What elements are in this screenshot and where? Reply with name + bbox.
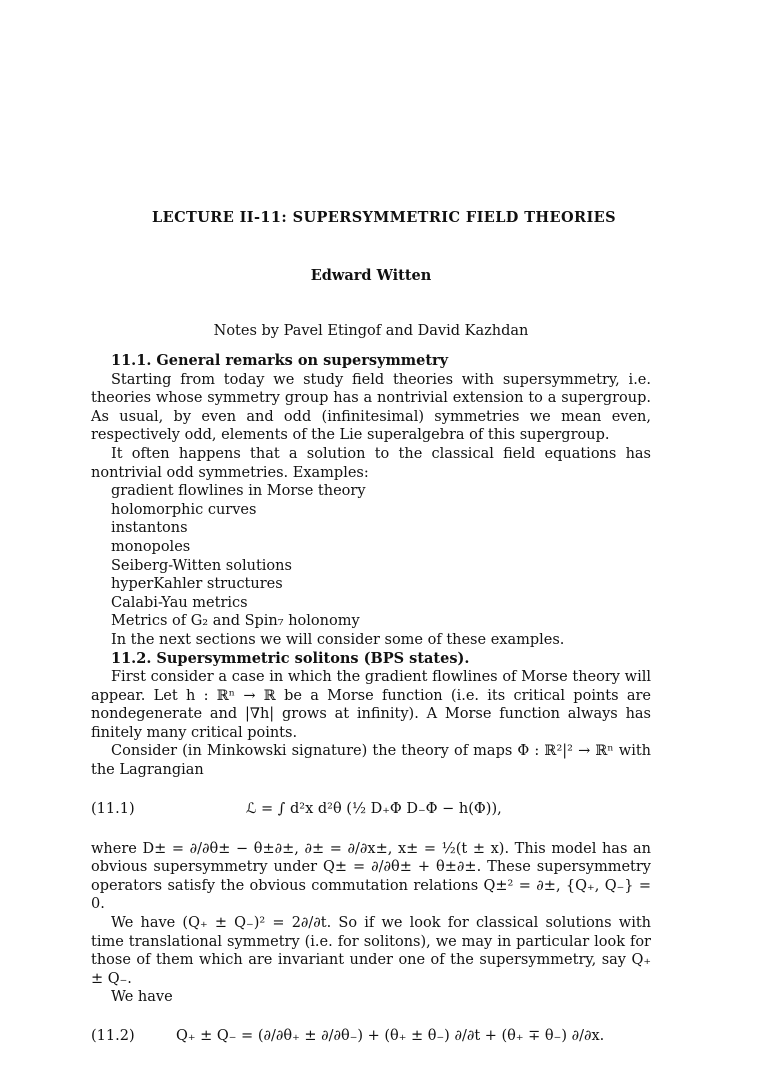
lecture-title: LECTURE II-11: SUPERSYMMETRIC FIELD THEORIES [152,209,616,226]
paragraph: First consider a case in which the gradient flowlines of Morse theory will appear. Let h : ℝⁿ → ℝ be a Morse function (i.e. its critical points are nondegenerate and |∇h| grows at infinity). A Morse function always has finitely many critical points. [91,669,651,741]
notes-credit: Notes by Pavel Etingof and David Kazhdan [213,323,529,339]
paragraph: We have (Q₊ ± Q₋)² = 2∂/∂t. So if we look for classical solutions with time translational symmetry (i.e. for solitons), we may in particular look for those of them which are invariant under one of the supersymmetry, say Q₊ ± Q₋. [91,915,651,987]
list-item: Calabi-Yau metrics [111,594,248,611]
section-heading-11-2: 11.2. Supersymmetric solitons (BPS states). [111,649,470,667]
examples-list [91,482,651,631]
list-item: holomorphic curves [111,501,257,518]
paragraph: where D± = ∂/∂θ± − θ±∂±, ∂± = ∂/∂x±, x± = ½(t ± x). This model has an obvious supersymmetry under Q± = ∂/∂θ± + θ±∂±. These supersymmetry operators satisfy the obvious commutation relations Q±² = ∂±, {Q₊, Q₋} = 0. [91,840,651,913]
paragraph: In the next sections we will consider some of these examples. [111,631,565,648]
paragraph: We have [111,989,173,1006]
section-heading-11-1: 11.1. General remarks on supersymmetry [111,352,449,369]
paper-body [91,352,651,1067]
equation-expression: ℒ = ∫ d²x d²θ (½ D₊Φ D₋Φ − h(Φ)), [246,800,502,817]
list-item: monopoles [111,538,191,555]
list-item: Metrics of G₂ and Spin₇ holonomy [111,613,360,630]
equation-expression: Q₊ ± Q₋ = (∂/∂θ₊ ± ∂/∂θ₋) + (θ₊ ± θ₋) ∂/∂t + (θ₊ ∓ θ₋) ∂/∂x. [176,1028,605,1044]
list-item: instantons [111,520,188,537]
paragraph: Starting from today we study field theories with supersymmetry, i.e. theories whose symmetry group has a nontrivial extension to a supergroup. As usual, by even and odd (infinitesimal) symmetries we mean even, respectively odd, elements of the Lie superalgebra of this supergroup. [91,371,651,444]
paragraph: It often happens that a solution to the classical field equations has nontrivial odd symmetries. Examples: [91,445,651,481]
equation-number: (11.2) [91,1028,135,1044]
paragraph: Consider (in Minkowski signature) the theory of maps Φ : ℝ²|² → ℝⁿ with the Lagrangian [91,743,651,779]
author-name: Edward Witten [310,267,432,284]
list-item: gradient flowlines in Morse theory [111,483,366,500]
list-item: hyperKahler structures [111,576,283,593]
equation-11-2 [91,1007,651,1067]
equation-11-1 [91,780,651,840]
equation-number: (11.1) [91,800,135,817]
list-item: Seiberg-Witten solutions [111,557,292,574]
